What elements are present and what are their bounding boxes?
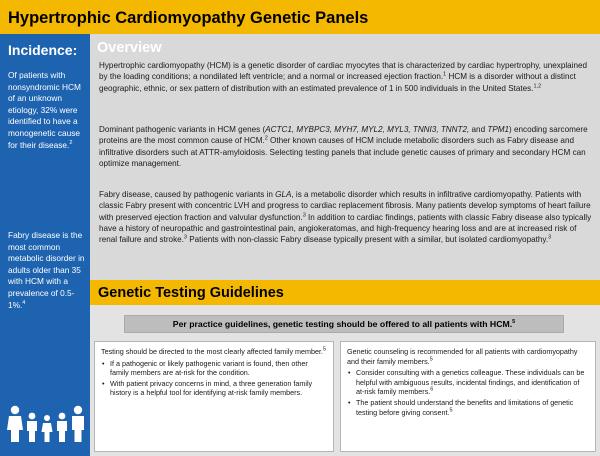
- citation: 4: [22, 299, 26, 306]
- overview-heading: Overview: [97, 40, 162, 56]
- incidence-paragraph-fabry: [8, 230, 88, 311]
- bullet-item: [347, 368, 589, 397]
- citation: 3: [548, 234, 552, 241]
- text-segment: Hypertrophic cardiomyopathy (HCM) is a genetic disorder of cardiac myocytes that is characterized by cardiac hypertrophy, unexplained by the loading conditions; a nondilated left ventricle; and a normal or increased ejection fraction.: [99, 61, 588, 82]
- gene-list: ACTC1, MYBPC3, MYH7, MYL2, MYL3, TNNI3, TNNT2,: [265, 125, 470, 134]
- gene-name: TPM1: [487, 125, 510, 134]
- citation: 5: [429, 356, 433, 363]
- bullet-item: • If a pathogenic or likely pathogenic variant is found, then other family members are at-risk for the condition.: [101, 359, 327, 378]
- text-segment: Testing should be directed to the most clearly affected family member.: [101, 347, 323, 356]
- overview-paragraph-definition: [99, 60, 594, 94]
- page-title: Hypertrophic Cardiomyopathy Genetic Panels: [8, 9, 369, 27]
- text-segment: ) encoding sarcomere proteins are the most common cause of HCM.: [99, 125, 588, 146]
- text-segment: and: [469, 125, 488, 134]
- citation: 5: [323, 346, 327, 353]
- text-segment: In addition to cardiac findings, patients with classic Fabry disease also typically have a history of neuropathic and gastrointestinal pain, angiokeratomas, and high-frequency hearing loss and are at increased risk of renal failure and stroke.: [99, 212, 592, 245]
- citation: 3: [183, 234, 187, 241]
- citation: 2: [69, 139, 73, 146]
- text-segment: Fabry disease, caused by pathogenic variants in: [99, 190, 276, 199]
- text-segment: Patients with non-classic Fabry disease typically present with a similar, but isolated cardiomyopathy.: [186, 235, 549, 245]
- bullet-item: [347, 398, 589, 417]
- citation: 5: [449, 407, 453, 414]
- text-segment: Other known causes of HCM include metabolic disorders such as Fabry disease and infiltrative disorders such at ATTR-amyloidosis. Selecting testing panels that include genetic causes of primary and secondary HCM can optimize management.: [99, 136, 586, 168]
- banner-text: Per practice guidelines, genetic testing should be offered to all patients with HCM.: [172, 319, 513, 329]
- text-segment: Dominant pathogenic variants in HCM genes (: [99, 125, 266, 134]
- overview-section: [90, 34, 600, 280]
- citation: 6: [430, 386, 434, 393]
- citation: 1: [443, 71, 447, 78]
- guidelines-section: [90, 305, 600, 456]
- citation: 3: [302, 211, 306, 218]
- overview-paragraph-genes: [99, 124, 594, 169]
- guidelines-heading: Genetic Testing Guidelines: [98, 285, 284, 301]
- text-segment: Consider consulting with a genetics colleague. These individuals can be helpful with ambiguous results, incidental findings, and identification of at-risk family members.: [356, 368, 585, 397]
- text-segment: The patient should understand the benefits and limitations of genetic testing before giving consent.: [356, 397, 574, 417]
- citation: 1,2: [533, 82, 542, 89]
- guideline-banner: [124, 315, 564, 333]
- bullet-item: • With patient privacy concerns in mind, a three generation family history is a helpful tool for identifying at-risk family members.: [101, 379, 327, 398]
- incidence-sidebar: [0, 34, 90, 456]
- overview-paragraph-fabry: [99, 189, 594, 245]
- counseling-bullets: [347, 368, 589, 417]
- testing-bullets: [101, 359, 327, 398]
- text-segment: Genetic counseling is recommended for all patients with cardiomyopathy and their family members.: [347, 347, 578, 366]
- text-segment: HCM is a disorder without a distinct geographic, ethnic, or sex pattern of distribution with an estimated prevalence of 1 in 500 individuals in the United States.: [99, 72, 576, 93]
- incidence-fabry-text: Fabry disease is the most common metabolic disorder in adults older than 35 with HCM with a prevalence of 0.5-1%.: [8, 230, 85, 310]
- title-bar: [0, 0, 600, 34]
- gene-name: GLA: [275, 190, 292, 199]
- guidelines-header-bar: [90, 280, 600, 305]
- family-icon: [4, 404, 88, 444]
- counseling-intro: [347, 347, 589, 366]
- testing-card: [94, 341, 334, 452]
- incidence-heading: Incidence:: [8, 42, 78, 58]
- text-segment: , is a metabolic disorder which results in infiltrative cardiomyopathy. Patients with classic Fabry present with concentric LVH and progress to cardiac replacement fibrosis. Many patients develop symptoms of heart failure with preserved ejection fraction and valvular dysfunction.: [99, 190, 591, 222]
- incidence-hcm-text: Of patients with nonsyndromic HCM of an unknown etiology, 32% were identified to have a monogenetic cause for their disease.: [8, 70, 81, 150]
- testing-intro: [101, 347, 327, 357]
- citation: 5: [512, 319, 516, 326]
- incidence-paragraph-hcm: [8, 70, 88, 151]
- citation: 2: [264, 135, 268, 142]
- counseling-card: [340, 341, 596, 452]
